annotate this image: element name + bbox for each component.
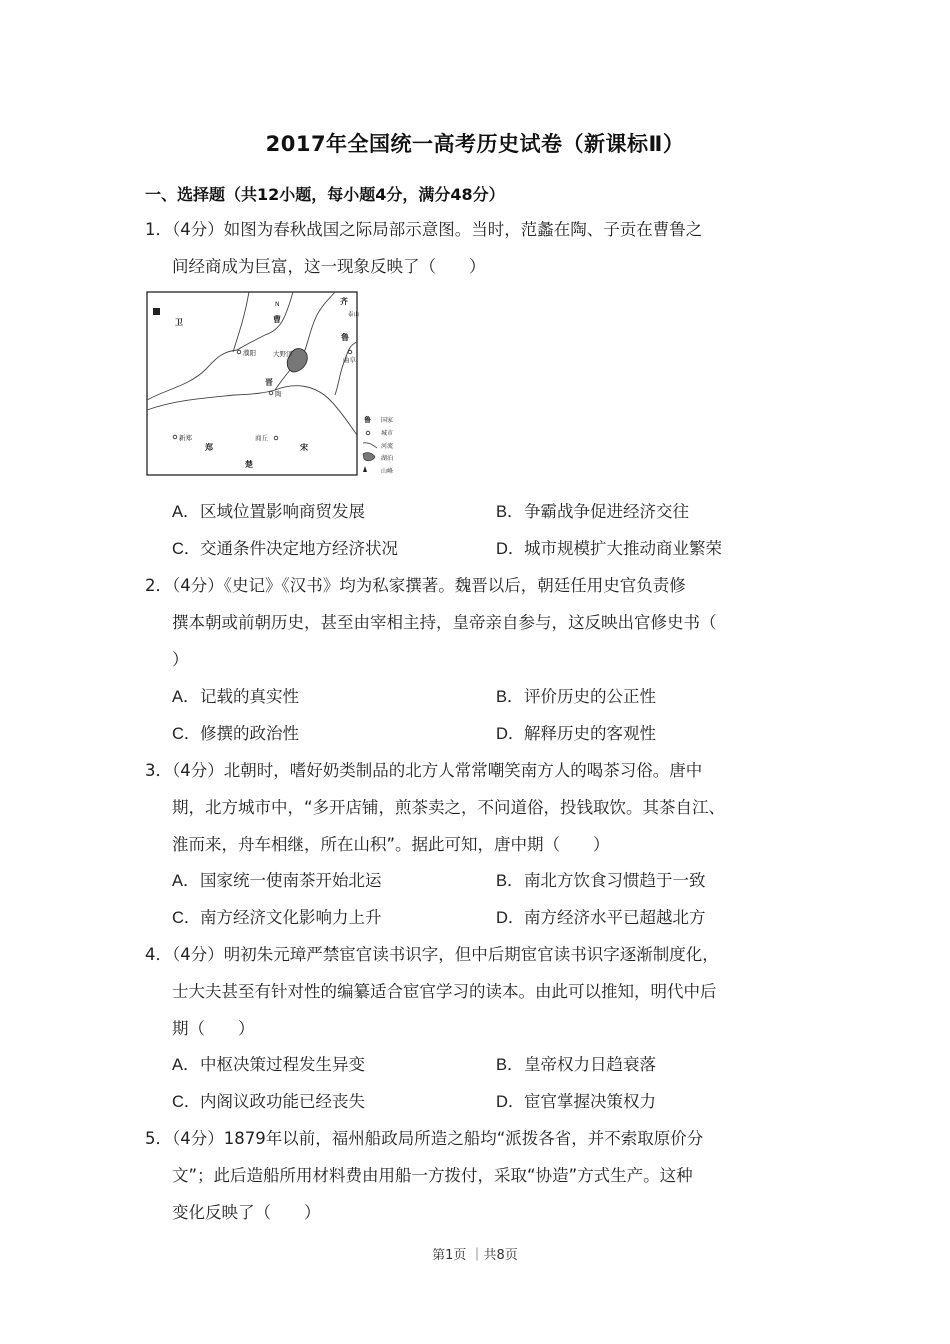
question-number: 1． (145, 220, 172, 239)
option-c[interactable]: C．交通条件决定地方经济状况 (172, 539, 398, 558)
question-text: （4分）1879年以前，福州船政局所造之船均“派拨各省，并不索取原价分 (172, 1129, 704, 1148)
map-city-shangqiu: 商丘 (255, 434, 268, 442)
question-text: ） (172, 650, 189, 669)
question-text: 文”；此后造船所用材料费由用船一方拨付，采取“协造”方式生产。这种 (172, 1166, 693, 1185)
map-label-chu: 楚 (245, 460, 253, 469)
option-b[interactable]: B．评价历史的公正性 (496, 687, 656, 706)
option-b[interactable]: B．争霸战争促进经济交往 (496, 502, 689, 521)
options-q3 (172, 862, 822, 936)
question-text: （4分）北朝时，嗜好奶类制品的北方人常常嘲笑南方人的喝茶习俗。唐中 (172, 761, 703, 780)
question-number: 4． (145, 945, 172, 964)
option-d[interactable]: D．解释历史的客观性 (496, 724, 656, 743)
map-label-jin: 晋 (265, 378, 273, 387)
map-lake-label: 大野泽 (273, 350, 293, 358)
svg-text:国家: 国家 (381, 417, 394, 424)
option-d[interactable]: D．宦官掌握决策权力 (496, 1092, 656, 1111)
svg-text:湖泊: 湖泊 (381, 455, 394, 462)
page-footer: 第1页 ｜共8页 (432, 1248, 518, 1263)
map-city-puyang: 濮阳 (243, 349, 256, 357)
option-c[interactable]: C．修撰的政治性 (172, 724, 299, 743)
history-map (145, 290, 415, 480)
map-label-cao: 曹 (273, 315, 281, 324)
map-label-lu: 鲁 (341, 333, 349, 342)
option-d[interactable]: D．城市规模扩大推动商业繁荣 (496, 539, 722, 558)
options-q2 (172, 678, 822, 752)
map-legend (363, 415, 393, 475)
question-text: 撰本朝或前朝历史，甚至由宰相主持，皇帝亲自参与，这反映出官修史书（ (172, 613, 717, 632)
map-mountain-label: 泰山 (348, 312, 360, 318)
option-a[interactable]: A．中枢决策过程发生异变 (172, 1055, 365, 1074)
option-b[interactable]: B．皇帝权力日趋衰落 (496, 1055, 656, 1074)
question-number: 5． (145, 1129, 172, 1148)
map-label-wei: 卫 (175, 318, 183, 327)
option-c[interactable]: C．南方经济文化影响力上升 (172, 908, 382, 927)
question-text: 期，北方城市中，“多开店铺，煎茶卖之，不问道俗，投钱取饮。其茶自江、 (172, 798, 726, 817)
option-a[interactable]: A．国家统一使南茶开始北运 (172, 871, 382, 890)
question-number: 2． (145, 576, 172, 595)
page-title: 2017年全国统一高考历史试卷（新课标Ⅱ） (265, 132, 685, 156)
option-d[interactable]: D．南方经济水平已超越北方 (496, 908, 706, 927)
north-arrow-label: N (275, 301, 280, 308)
question-text: （4分）明初朱元璋严禁宦官读书识字，但中后期宦官读书识字逐渐制度化， (172, 945, 719, 964)
map-city-tao: 陶 (275, 390, 282, 398)
options-q1 (172, 493, 822, 567)
question-text: 淮而来，舟车相继，所在山积”。据此可知，唐中期（ ） (172, 835, 610, 854)
map-city-qufu: 曲阜 (343, 356, 356, 364)
svg-text:河流: 河流 (381, 443, 394, 450)
question-4 (145, 936, 825, 1047)
options-q4 (172, 1046, 822, 1120)
question-2 (145, 567, 825, 678)
svg-text:鲁: 鲁 (364, 416, 371, 424)
map-label-song: 宋 (300, 443, 308, 452)
question-text: （4分）《史记》《汉书》均为私家撰著。魏晋以后，朝廷任用史官负责修 (172, 576, 686, 595)
question-text: 期（ ） (172, 1019, 255, 1038)
svg-text:城市: 城市 (381, 430, 394, 437)
question-number: 3． (145, 761, 172, 780)
map-label-zheng: 郑 (205, 443, 213, 452)
map-city-xinzheng: 新郑 (179, 434, 192, 442)
question-text: （4分）如图为春秋战国之际局部示意图。当时，范蠡在陶、子贡在曹鲁之 (172, 220, 703, 239)
question-text: 变化反映了（ ） (172, 1203, 321, 1222)
option-b[interactable]: B．南北方饮食习惯趋于一致 (496, 871, 706, 890)
question-1 (145, 211, 825, 285)
map-label-qi: 齐 (340, 297, 348, 306)
state-marker-icon (153, 308, 160, 315)
option-a[interactable]: A．区域位置影响商贸发展 (172, 502, 365, 521)
option-c[interactable]: C．内阁议政功能已经丧失 (172, 1092, 365, 1111)
question-text: 间经商成为巨富，这一现象反映了（ ） (172, 257, 486, 276)
section-heading: 一、选择题（共12小题，每小题4分，满分48分） (145, 185, 505, 204)
option-a[interactable]: A．记载的真实性 (172, 687, 299, 706)
question-3 (145, 752, 825, 863)
svg-text:山峰: 山峰 (381, 468, 394, 475)
question-5 (145, 1120, 825, 1231)
question-text: 士大夫甚至有针对性的编纂适合宦官学习的读本。由此可以推知，明代中后 (172, 982, 717, 1001)
